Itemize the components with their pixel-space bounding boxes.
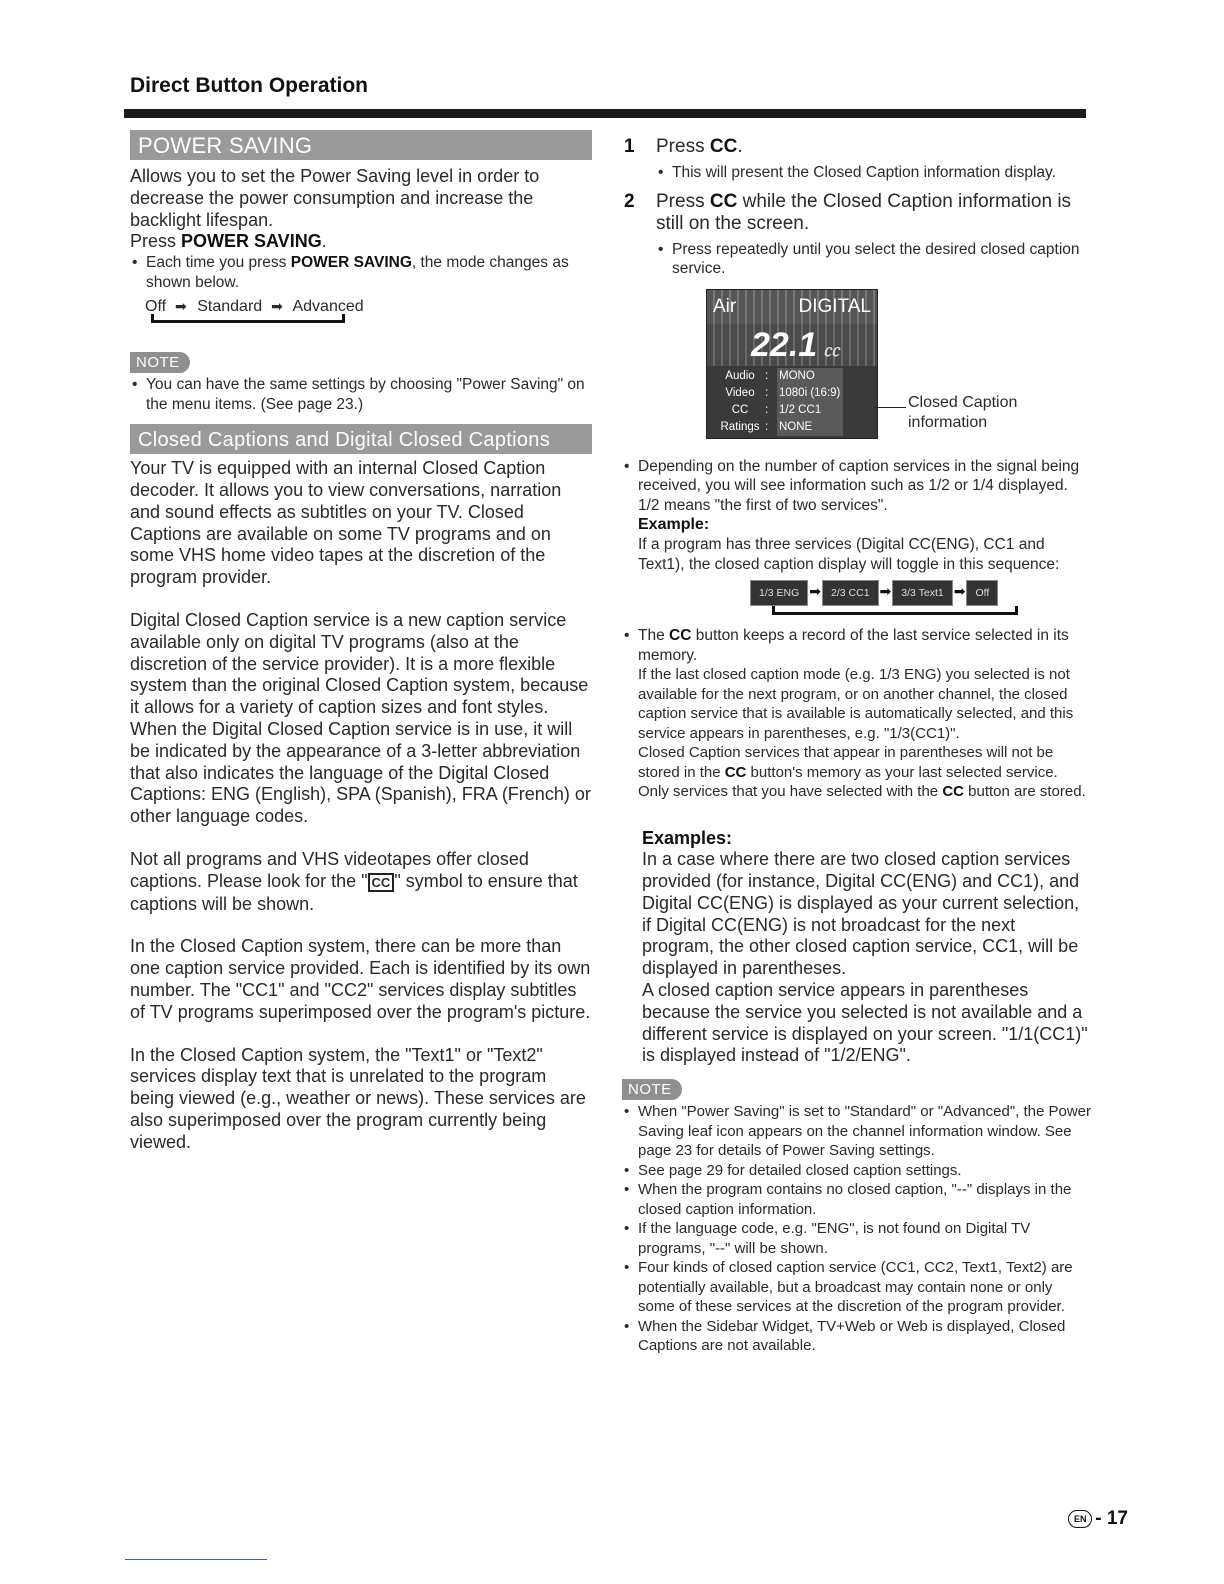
closed-captions-heading: Closed Captions and Digital Closed Captions xyxy=(130,424,592,454)
step-1-bullet: • This will present the Closed Caption information display. xyxy=(656,163,1092,183)
cc-row: CC : 1/2 CC1 xyxy=(715,402,877,419)
cc-paragraph-1: Your TV is equipped with an internal Closed Caption decoder. It allows you to view conversations, narration and sound effects as subtitles on your TV. Closed Captions are available on some TV programs and on some VHS home video tapes at the discretion of the program provider. xyxy=(130,458,562,588)
arrow-right-icon: ➡ xyxy=(879,583,892,599)
note-item: • When the Sidebar Widget, TV+Web or Web is displayed, Closed Captions are not available. xyxy=(622,1317,1092,1356)
note-item: • See page 29 for detailed closed caption settings. xyxy=(622,1161,1092,1181)
cc-source: Air xyxy=(713,295,737,317)
examples-p2: A closed caption service appears in parentheses because the service you selected is not available and a different service is displayed on your screen. "1/1(CC1)" is displayed instead of "1/2/ENG". xyxy=(642,980,1088,1066)
cc-symbol-icon: CC xyxy=(368,873,395,892)
cycle-advanced: Advanced xyxy=(292,298,364,316)
note-item: • When the program contains no closed caption, "--" displays in the closed caption information. xyxy=(622,1180,1092,1219)
page-title: Direct Button Operation xyxy=(130,74,369,97)
arrow-right-icon: ➡ xyxy=(175,298,187,315)
cc-paragraph-4: In the Closed Caption system, there can be more than one caption service provided. Each is identified by its own number. The "CC1" and "CC2" services display subtitles of TV programs superimposed over the program's picture. xyxy=(130,936,591,1022)
cycle-standard: Standard xyxy=(197,298,263,316)
cc-info-figure xyxy=(622,289,1092,443)
note-list xyxy=(622,1102,1092,1356)
cycle-off: Off xyxy=(145,298,167,316)
cc-sequence xyxy=(750,580,1092,616)
note-item: • If the language code, e.g. "ENG", is not found on Digital TV programs, "--" will be shown. xyxy=(622,1219,1092,1258)
example-heading: Example: xyxy=(638,516,710,533)
callout-line xyxy=(874,407,906,408)
memory-p3: Closed Caption services that appear in parentheses will not be stored in the CC button's memory as your last selected service. Only services that you have selected with the CC button are stored. xyxy=(638,744,1086,800)
cycle-loop-line xyxy=(151,314,345,323)
step-number: 1 xyxy=(624,136,635,157)
sequence-loop-line xyxy=(772,606,1018,615)
cc-info-rows xyxy=(707,366,877,436)
power-saving-heading: POWER SAVING xyxy=(130,130,592,160)
sequence-chip: 1/3 ENG xyxy=(750,580,808,606)
examples-heading: Examples: xyxy=(642,827,733,848)
cc-paragraph-2: Digital Closed Caption service is a new caption service available only on digital TV programs (also at the discretion of the service provider). It is a more flexible system than the original Closed Caption system, because it allows for a variety of caption sizes and font styles. When the Digital Closed Caption service is in use, it will be indicated by the appearance of a 3-letter abbreviation that also indicates the language of the Digital Closed Captions: ENG (English), SPA (Spanish), FRA (French) or other language codes. xyxy=(130,609,591,827)
sequence-chip: 2/3 CC1 xyxy=(822,580,879,606)
arrow-right-icon: ➡ xyxy=(271,298,283,315)
power-saving-press: Press POWER SAVING. xyxy=(130,231,327,252)
power-saving-intro: Allows you to set the Power Saving level in order to decrease the power consumption and increase the backlight lifespan. xyxy=(130,166,540,230)
arrow-right-icon: ➡ xyxy=(953,583,966,599)
memory-p2: If the last closed caption mode (e.g. 1/3 ENG) you selected is not available for the next program, or on another channel, the closed caption service that is available is automatically selected, and this service appears in parentheses, e.g. "1/3(CC1)". xyxy=(638,666,1074,742)
title-rule xyxy=(124,109,1086,118)
cc-row: Audio : MONO xyxy=(715,368,877,385)
cc-row: Video : 1080i (16:9) xyxy=(715,385,877,402)
cc-info-display xyxy=(706,289,878,439)
footer-rule xyxy=(125,1559,267,1560)
power-saving-bullet: • Each time you press POWER SAVING, the mode changes as shown below. xyxy=(130,253,592,292)
cc-channel: 22.1 ㏄ xyxy=(707,324,877,366)
arrow-right-icon: ➡ xyxy=(809,583,822,599)
depending-means: 1/2 means "the first of two services". xyxy=(638,496,888,514)
language-badge: EN xyxy=(1068,1510,1092,1528)
note-badge: NOTE xyxy=(622,1079,682,1100)
cc-row: Ratings : NONE xyxy=(715,419,877,436)
depending-bullet: • Depending on the number of caption services in the signal being received, you will see information such as 1/2 or 1/4 displayed. xyxy=(622,457,1092,496)
cc-info-label: Closed Caption information xyxy=(908,393,1018,431)
power-saving-note: • You can have the same settings by choosing "Power Saving" on the menu items. (See page 23.) xyxy=(130,375,592,414)
sequence-chip: 3/3 Text1 xyxy=(892,580,952,606)
cc-paragraph-5: In the Closed Caption system, the "Text1" or "Text2" services display text that is unrelated to the program being viewed (e.g., weather or news). These services are also superimposed over the program currently being viewed. xyxy=(130,1044,586,1152)
note-item: • When "Power Saving" is set to "Standard" or "Advanced", the Power Saving leaf icon appears on the channel information window. See page 23 for details of Power Saving settings. xyxy=(622,1102,1092,1161)
step-2: 2 Press CC while the Closed Caption information is still on the screen. • Press repeatedly until you select the desired closed caption service. xyxy=(622,191,1092,279)
step-1: 1 Press CC. • This will present the Closed Caption information display. xyxy=(622,136,1092,183)
note-badge: NOTE xyxy=(130,352,190,373)
cc-mode: DIGITAL xyxy=(798,295,871,317)
note-item: • Four kinds of closed caption service (CC1, CC2, Text1, Text2) are potentially available, but a broadcast may contain none or only some of these services at the discretion of the program provider. xyxy=(622,1258,1092,1317)
right-column xyxy=(622,136,1092,1356)
examples-p1: In a case where there are two closed caption services provided (for instance, Digital CC(ENG) and CC1), and Digital CC(ENG) is displayed as your current selection, if Digital CC(ENG) is not broadcast for the next program, the other closed caption service, CC1, will be displayed in parentheses. xyxy=(642,849,1080,979)
page-number: EN - 17 xyxy=(1068,1508,1128,1530)
cc-icon: ㏄ xyxy=(823,342,840,360)
memory-bullet: • The CC button keeps a record of the last service selected in its memory. xyxy=(622,626,1092,665)
cc-paragraph-3: Not all programs and VHS videotapes offer closed captions. Please look for the " CC " symbol to ensure that captions will be shown. xyxy=(130,848,578,914)
example-text: If a program has three services (Digital CC(ENG), CC1 and Text1), the closed caption display will toggle in this sequence: xyxy=(638,536,1060,573)
step-number: 2 xyxy=(624,190,635,212)
step-2-bullet: • Press repeatedly until you select the desired closed caption service. xyxy=(656,240,1092,279)
sequence-chip: Off xyxy=(966,580,998,606)
power-saving-cycle xyxy=(145,298,592,332)
left-column xyxy=(130,130,592,1154)
